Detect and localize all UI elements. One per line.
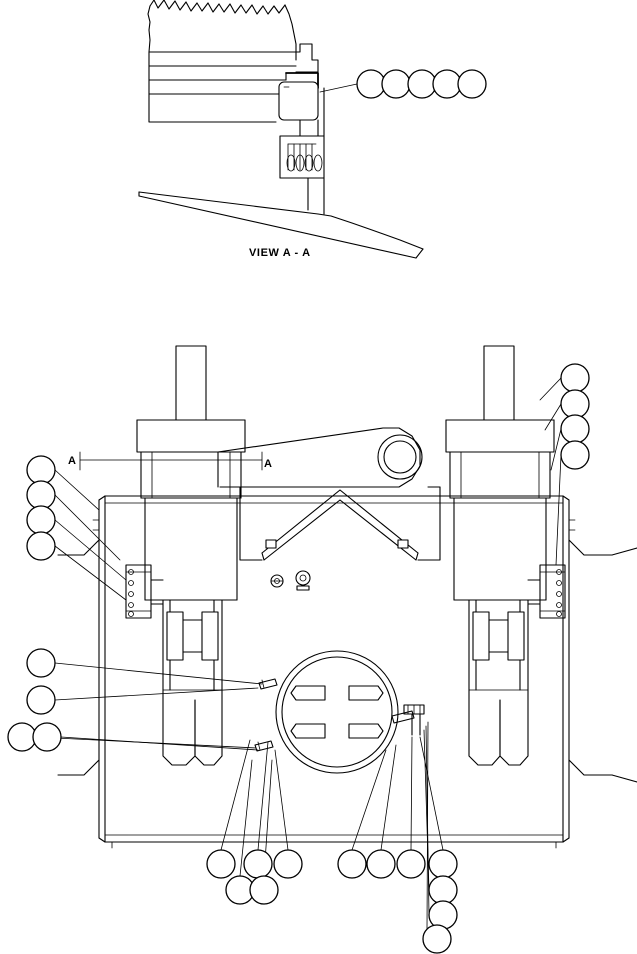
view-aa-label: VIEW A - A [249, 247, 311, 259]
balloon[interactable] [27, 456, 55, 484]
balloon[interactable] [27, 481, 55, 509]
balloon[interactable] [250, 876, 278, 904]
balloon[interactable] [367, 850, 395, 878]
balloon[interactable] [207, 850, 235, 878]
detail-view-geometry [139, 0, 423, 258]
main-view-geometry [36, 346, 637, 930]
detail-balloon-group [357, 70, 486, 98]
balloon[interactable] [27, 506, 55, 534]
balloon[interactable] [561, 364, 589, 392]
balloon[interactable] [429, 901, 457, 929]
balloon[interactable] [27, 649, 55, 677]
balloon[interactable] [429, 876, 457, 904]
section-mark-a-left: A [68, 455, 76, 467]
balloon[interactable] [397, 850, 425, 878]
balloon[interactable] [433, 70, 461, 98]
balloon[interactable] [408, 70, 436, 98]
balloon[interactable] [274, 850, 302, 878]
balloon[interactable] [429, 850, 457, 878]
balloon[interactable] [27, 532, 55, 560]
balloon[interactable] [561, 415, 589, 443]
section-mark-a-right: A [264, 458, 272, 470]
balloon[interactable] [244, 850, 272, 878]
balloon[interactable] [458, 70, 486, 98]
balloon[interactable] [561, 390, 589, 418]
balloon[interactable] [423, 925, 451, 953]
balloon[interactable] [33, 723, 61, 751]
balloon[interactable] [382, 70, 410, 98]
balloon[interactable] [8, 723, 36, 751]
balloon[interactable] [338, 850, 366, 878]
balloon[interactable] [561, 441, 589, 469]
balloon[interactable] [357, 70, 385, 98]
balloon[interactable] [27, 686, 55, 714]
